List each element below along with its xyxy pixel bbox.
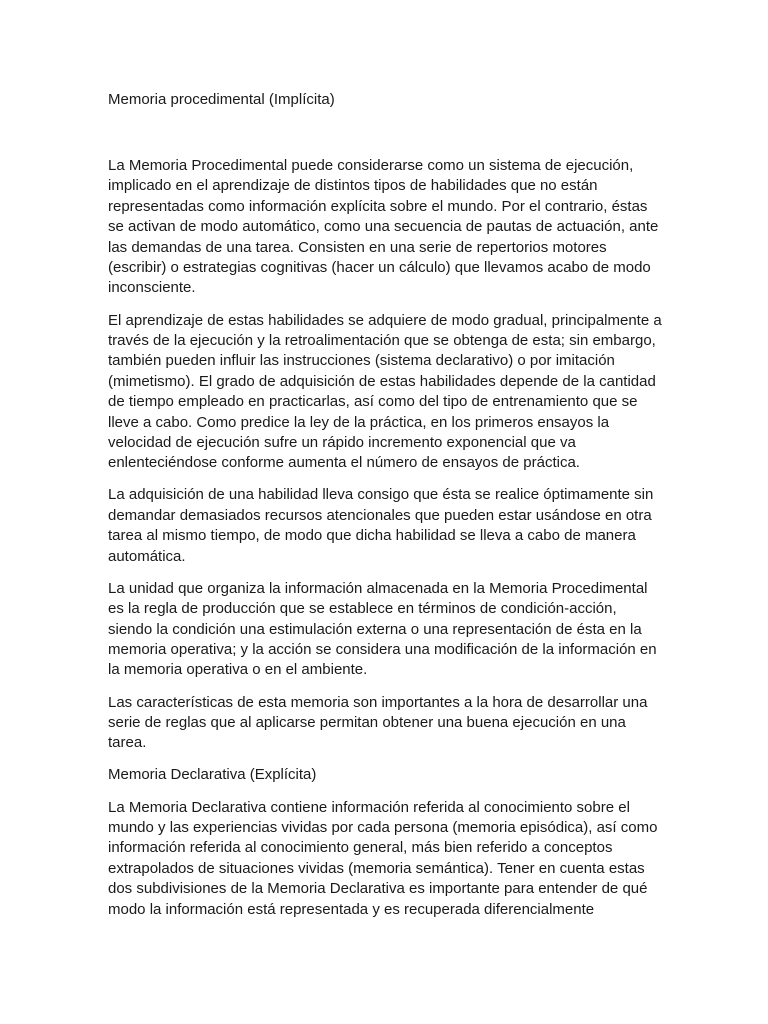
section-title-declarativa: Memoria Declarativa (Explícita): [108, 766, 317, 784]
paragraph: Las características de esta memoria son importantes a la hora de desarrollar una serie de reglas que al aplicarse permitan obtener una buena ejecución en una tarea.: [108, 693, 648, 752]
paragraph: La unidad que organiza la información almacenada en la Memoria Procedimental es la regla de producción que se establece en términos de condición-acción, siendo la condición una estimulación externa o una representación de ésta en la memoria operativa; y la acción se considera una modificación de la información en la memoria operativa o en el ambiente.: [108, 579, 657, 679]
paragraph: El aprendizaje de estas habilidades se adquiere de modo gradual, principalmente a través de la ejecución y la retroalimentación que se obtenga de esta; sin embargo, también pueden influir las instrucciones (sistema declarativo) o por imitación (mimetismo). El grado de adquisición de estas habilidades depende de la cantidad de tiempo empleado en practicarlas, así como del tipo de entrenamiento que se lleve a cabo. Como predice la ley de la práctica, en los primeros ensayos la velocidad de ejecución sufre un rápido incremento exponencial que va enlenteciéndose conforme aumenta el número de ensayos de práctica.: [108, 311, 662, 472]
paragraph: La adquisición de una habilidad lleva consigo que ésta se realice óptimamente sin demandar demasiados recursos atencionales que pueden estar usándose en otra tarea al mismo tiempo, de modo que dicha habilidad se lleva a cabo de manera automática.: [108, 486, 654, 565]
section-title-procedimental: Memoria procedimental (Implícita): [108, 91, 335, 108]
paragraph: La Memoria Declarativa contiene información referida al conocimiento sobre el mundo y las experiencias vividas por cada persona (memoria episódica), así como información referida al conocimiento general, más bien referido a conceptos extrapolados de situaciones vividas (memoria semántica). Tener en cuenta estas dos subdivisiones de la Memoria Declarativa es importante para entender de qué modo la información está representada y es recuperada diferencialmente: [108, 798, 658, 918]
document-body: [108, 156, 664, 932]
paragraph: La Memoria Procedimental puede considerarse como un sistema de ejecución, implicado en el aprendizaje de distintos tipos de habilidades que no están representadas como información explícita sobre el mundo. Por el contrario, éstas se activan de modo automático, como una secuencia de pautas de actuación, ante las demandas de una tarea. Consisten en una serie de repertorios motores (escribir) o estrategias cognitivas (hacer un cálculo) que llevamos acabo de modo inconsciente.: [108, 157, 659, 297]
